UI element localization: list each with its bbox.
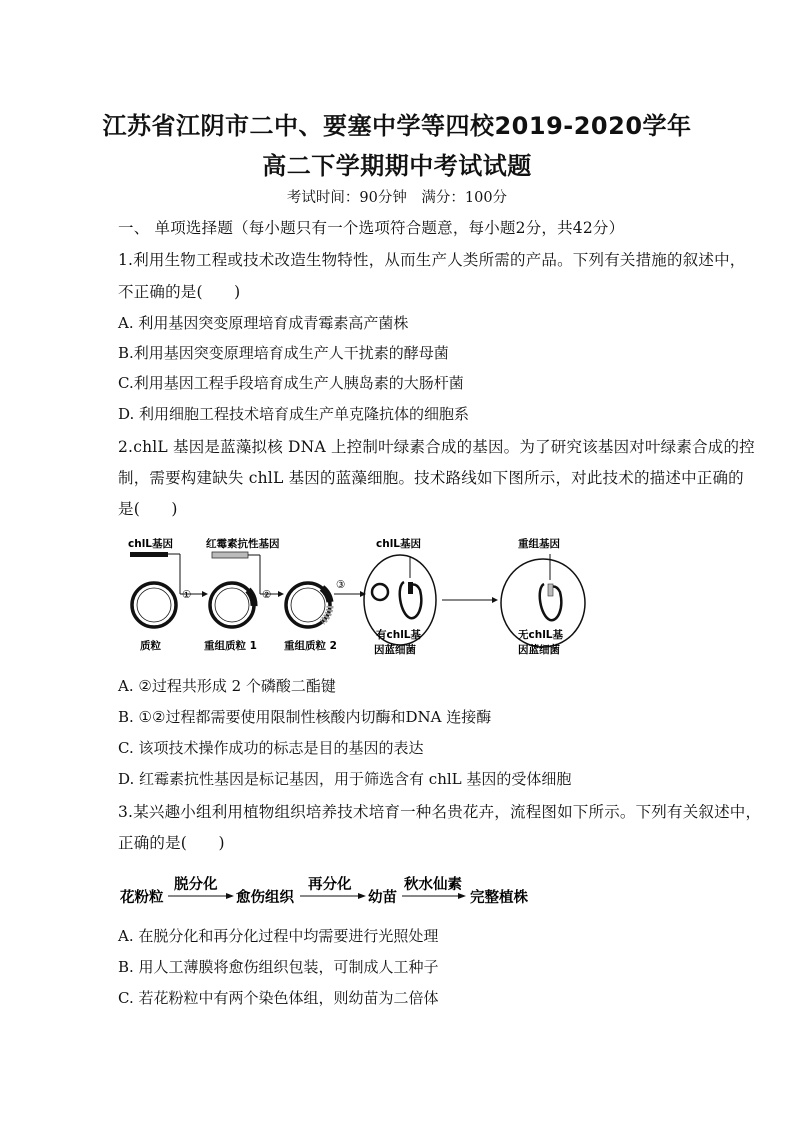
q1-option-b: B.利用基因突变原理培育成生产人干扰素的酵母菌 [118, 344, 449, 362]
label-recomb-plasmid-1: 重组质粒 1 [204, 640, 257, 652]
flow-redifferentiation: 再分化 [308, 877, 352, 893]
q2-option-b: B. ①②过程都需要使用限制性核酸内切酶和DNA 连接酶 [118, 708, 492, 726]
q3-option-c: C. 若花粉粒中有两个染色体组，则幼苗为二倍体 [118, 989, 439, 1007]
label-cell-with-1: 有chlL基 [376, 629, 421, 641]
q3-stem-line1: 3.某兴趣小组利用植物组织培养技术培育一种名贵花卉，流程图如下所示。下列有关叙述中， [118, 803, 762, 821]
q2-stem-line2: 制，需要构建缺失 chlL 基因的蓝藻细胞。技术路线如下图所示，对此技术的描述中正确的 [118, 469, 744, 487]
flow-callus: 愈伤组织 [236, 890, 294, 906]
q2-option-a: A. ②过程共形成 2 个磷酸二酯键 [118, 677, 336, 695]
page-title: 江苏省江阴市二中、要塞中学等四校2019-2020学年 [102, 112, 692, 140]
q2-option-d: D. 红霉素抗性基因是标记基因，用于筛选含有 chlL 基因的受体细胞 [118, 770, 572, 788]
q3-option-a: A. 在脱分化和再分化过程中均需要进行光照处理 [118, 927, 439, 945]
page-subtitle: 高二下学期期中考试试题 [262, 152, 532, 180]
q1-stem-line1: 1.利用生物工程或技术改造生物特性，从而生产人类所需的产品。下列有关措施的叙述中， [118, 251, 746, 269]
flow-whole-plant: 完整植株 [470, 890, 528, 906]
q1-stem-line2: 不正确的是( ) [118, 283, 241, 301]
flow-dedifferentiation: 脱分化 [174, 877, 218, 893]
q3-option-b: B. 用人工薄膜将愈伤组织包装，可制成人工种子 [118, 958, 439, 976]
section-heading: 一、 单项选择题（每小题只有一个选项符合题意，每小题2分，共42分） [118, 219, 625, 237]
exam-info: 考试时间：90分钟 满分：100分 [286, 190, 508, 206]
recomb-plasmid-1-circle [210, 583, 254, 627]
label-chll-gene: chlL基因 [128, 538, 173, 550]
flow-seedling: 幼苗 [368, 890, 397, 906]
q2-option-c: C. 该项技术操作成功的标志是目的基因的表达 [118, 739, 424, 757]
label-cell-without-2: 因蓝细菌 [518, 644, 560, 656]
q1-option-a: A. 利用基因突变原理培育成青霉素高产菌株 [118, 314, 409, 332]
q1-option-d: D. 利用细胞工程技术培育成生产单克隆抗体的细胞系 [118, 405, 470, 423]
label-cell-without-1: 无chlL基 [518, 629, 563, 641]
step3-label: ③ [336, 579, 346, 591]
gene-engineering-diagram [118, 528, 598, 663]
label-plasmid: 质粒 [140, 640, 161, 652]
step2-label: ② [262, 589, 272, 601]
q2-stem-line1: 2.chlL 基因是蓝藻拟核 DNA 上控制叶绿素合成的基因。为了研究该基因对叶绿素合成的控 [118, 438, 755, 456]
step1-label: ① [182, 589, 192, 601]
label-chll-gene-2: chlL基因 [376, 538, 421, 550]
chll-gene-bar [130, 552, 168, 557]
q3-stem-line2: 正确的是( ) [118, 834, 225, 852]
q2-stem-line3: 是( ) [118, 500, 178, 518]
flow-pollen: 花粉粒 [120, 890, 164, 906]
erythromycin-gene-bar [212, 552, 248, 558]
plasmid-circle [132, 583, 176, 627]
flow-colchicine: 秋水仙素 [404, 877, 462, 893]
tissue-culture-flowchart [118, 872, 538, 912]
q1-option-c: C.利用基因工程手段培育成生产人胰岛素的大肠杆菌 [118, 374, 464, 392]
label-erythromycin-gene: 红霉素抗性基因 [206, 538, 280, 550]
label-recombinant-gene: 重组基因 [518, 538, 560, 550]
label-recomb-plasmid-2: 重组质粒 2 [284, 640, 337, 652]
label-cell-with-2: 因蓝细菌 [374, 644, 416, 656]
